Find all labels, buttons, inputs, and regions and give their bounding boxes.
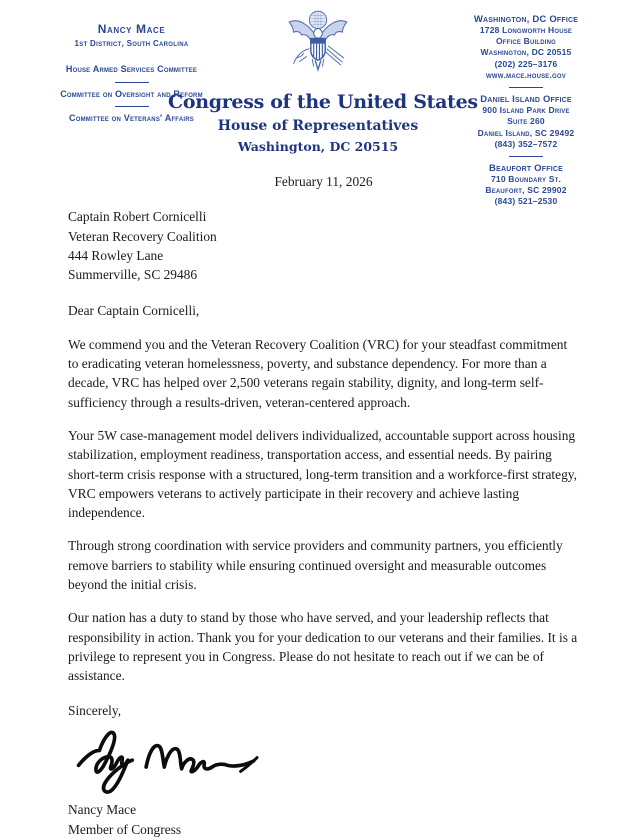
- office-line: 710 Boundary St.: [490, 173, 562, 184]
- recipient-city: Summerville, SC 29486: [68, 267, 198, 283]
- great-seal-icon: [282, 8, 354, 88]
- office-line: Daniel Island, SC 29492: [477, 127, 575, 138]
- office-line: Suite 260: [507, 116, 545, 127]
- office-line: 1728 Longworth House: [479, 25, 573, 35]
- salutation: Dear Captain Cornicelli,: [68, 303, 200, 319]
- divider: [509, 156, 543, 157]
- office-line: (843) 521–2530: [494, 196, 558, 207]
- letter-body: [68, 172, 579, 839]
- committee-oversight: Committee on Oversight and Reform: [60, 88, 203, 99]
- signature-image: [58, 722, 288, 800]
- member-name: Nancy Mace: [97, 22, 166, 36]
- paragraph-2: Your 5W case-management model delivers individualized, accountable support across housing stabilization, employment readiness, transportation access, and essential needs. By pairing short-term crisis response with a structured, long-term transition and a workforce-first strategy, VRC empowers veterans to actively participate in their recovery and achieve lasting independence.: [68, 427, 577, 521]
- divider: [509, 87, 543, 88]
- congress-title: Congress of the United States: [168, 91, 478, 113]
- office-name: Daniel Island Office: [480, 94, 572, 106]
- committee-veterans-affairs: Committee on Veterans' Affairs: [69, 113, 194, 124]
- office-line: Beaufort, SC 29902: [485, 185, 567, 196]
- committee-armed-services: House Armed Services Committee: [65, 64, 198, 74]
- divider: [115, 106, 149, 107]
- letterhead-center-column: [168, 8, 478, 154]
- recipient-org: Veteran Recovery Coalition: [68, 228, 217, 244]
- recipient-name: Captain Robert Cornicelli: [68, 209, 207, 225]
- office-line: 900 Island Park Drive: [482, 105, 570, 116]
- divider: [115, 82, 149, 83]
- office-daniel-island: [431, 94, 621, 150]
- office-name: Beaufort Office: [489, 162, 563, 174]
- recipient-street: 444 Rowley Lane: [68, 247, 164, 263]
- paragraph-4: Our nation has a duty to stand by those who have served, and your leadership reflects that responsibility in action. Thank you for your dedication to our veterans and their families. It is a privilege to represent you in Congress. Please do not hesitate to reach out if we can be of assistance.: [68, 610, 578, 684]
- paragraph-3: Through strong coordination with service providers and community partners, you efficiently remove barriers to stability while ensuring continued oversight and measurable outcomes beyond the initial crisis.: [68, 538, 563, 593]
- closing: Sincerely,: [68, 702, 122, 718]
- office-line: Washington, DC 20515: [480, 47, 572, 58]
- congress-chamber: House of Representatives: [217, 118, 419, 134]
- letter-date: February 11, 2026: [274, 174, 373, 189]
- congress-city: Washington, DC 20515: [237, 139, 399, 154]
- office-line: (843) 352–7572: [494, 138, 558, 149]
- signature: [58, 722, 579, 800]
- signer-name: Nancy Mace: [68, 801, 137, 817]
- paragraph-1: We commend you and the Veteran Recovery Coalition (VRC) for your steadfast commitment to eradicating veteran homelessness, poverty, and substance dependency. For more than a decade, VRC has helped over 2,500 veterans regain stability, dignity, and long-term self-sufficiency through a results-driven, veteran-centered approach.: [68, 336, 568, 410]
- office-line: (202) 225–3176: [494, 58, 558, 69]
- office-website: www.mace.house.gov: [485, 69, 566, 80]
- office-line: Office Building: [495, 36, 557, 47]
- office-washington: [431, 14, 621, 81]
- member-district: 1st District, South Carolina: [74, 39, 189, 48]
- signer-title: Member of Congress: [68, 822, 182, 838]
- recipient-address: [68, 207, 579, 284]
- office-name: Washington, DC Office: [473, 14, 579, 25]
